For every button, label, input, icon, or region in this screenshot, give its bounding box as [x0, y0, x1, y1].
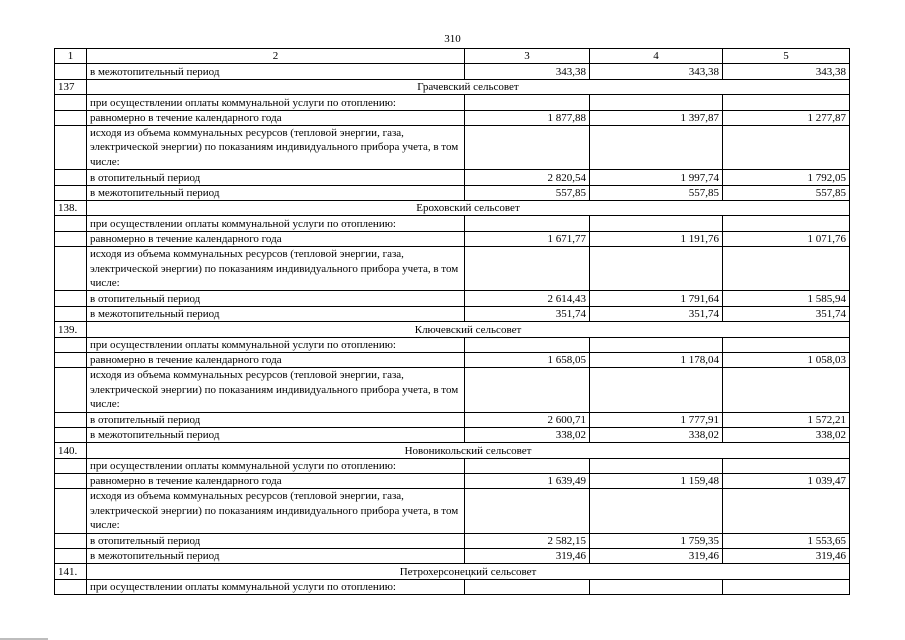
table-row — [55, 458, 850, 473]
table-row — [55, 427, 850, 442]
value-cell: 1 585,94 — [723, 291, 850, 306]
value-cell — [723, 368, 850, 412]
value-cell — [465, 368, 590, 412]
row-number-cell — [55, 125, 87, 169]
value-cell: 1 159,48 — [590, 474, 723, 489]
column-header: 3 — [465, 49, 590, 64]
row-label: при осуществлении оплаты коммунальной услуги по отоплению: — [87, 95, 465, 110]
row-number-cell — [55, 412, 87, 427]
value-cell — [590, 95, 723, 110]
value-cell: 2 820,54 — [465, 170, 590, 185]
row-label: исходя из объема коммунальных ресурсов (тепловой энергии, газа, электрической энергии) по показаниям индивидуального прибора учета, в том числе: — [87, 247, 465, 291]
section-name: Ероховский сельсовет — [87, 200, 850, 215]
row-label: исходя из объема коммунальных ресурсов (тепловой энергии, газа, электрической энергии) по показаниям индивидуального прибора учета, в том числе: — [87, 125, 465, 169]
section-name: Петрохерсонецкий сельсовет — [87, 564, 850, 579]
value-cell: 338,02 — [465, 427, 590, 442]
table-row — [55, 579, 850, 594]
value-cell — [590, 579, 723, 594]
table-row — [55, 549, 850, 564]
table-row — [55, 231, 850, 246]
value-cell: 319,46 — [723, 549, 850, 564]
column-header: 4 — [590, 49, 723, 64]
value-cell: 343,38 — [590, 64, 723, 79]
value-cell — [465, 216, 590, 231]
value-cell: 1 058,03 — [723, 352, 850, 367]
row-number-cell — [55, 216, 87, 231]
row-label: в межотопительный период — [87, 549, 465, 564]
value-cell: 2 582,15 — [465, 533, 590, 548]
table-row — [55, 125, 850, 169]
value-cell: 343,38 — [723, 64, 850, 79]
value-cell — [465, 579, 590, 594]
value-cell: 2 600,71 — [465, 412, 590, 427]
value-cell: 557,85 — [465, 185, 590, 200]
row-number-cell — [55, 64, 87, 79]
value-cell: 351,74 — [723, 306, 850, 321]
value-cell: 319,46 — [465, 549, 590, 564]
value-cell: 1 553,65 — [723, 533, 850, 548]
value-cell: 1 877,88 — [465, 110, 590, 125]
row-number-cell — [55, 95, 87, 110]
value-cell — [590, 337, 723, 352]
value-cell: 338,02 — [590, 427, 723, 442]
table-row — [55, 533, 850, 548]
value-cell — [590, 247, 723, 291]
value-cell: 319,46 — [590, 549, 723, 564]
value-cell: 1 792,05 — [723, 170, 850, 185]
value-cell: 1 759,35 — [590, 533, 723, 548]
table-row — [55, 352, 850, 367]
column-header-row — [55, 49, 850, 64]
value-cell: 1 777,91 — [590, 412, 723, 427]
value-cell: 1 277,87 — [723, 110, 850, 125]
value-cell: 1 791,64 — [590, 291, 723, 306]
row-number-cell — [55, 489, 87, 533]
section-number: 137 — [55, 79, 87, 94]
value-cell — [723, 95, 850, 110]
value-cell: 1 997,74 — [590, 170, 723, 185]
row-number-cell — [55, 185, 87, 200]
section-header-row — [55, 322, 850, 337]
row-number-cell — [55, 458, 87, 473]
row-number-cell — [55, 337, 87, 352]
row-number-cell — [55, 306, 87, 321]
value-cell — [590, 125, 723, 169]
row-number-cell — [55, 474, 87, 489]
value-cell: 338,02 — [723, 427, 850, 442]
table-row — [55, 306, 850, 321]
value-cell — [723, 337, 850, 352]
table-row — [55, 64, 850, 79]
row-label: в отопительный период — [87, 170, 465, 185]
row-label: при осуществлении оплаты коммунальной услуги по отоплению: — [87, 337, 465, 352]
value-cell — [590, 368, 723, 412]
section-number: 140. — [55, 443, 87, 458]
row-label: равномерно в течение календарного года — [87, 110, 465, 125]
value-cell — [590, 458, 723, 473]
section-header-row — [55, 443, 850, 458]
value-cell — [590, 489, 723, 533]
table-row — [55, 185, 850, 200]
value-cell — [465, 125, 590, 169]
value-cell: 1 397,87 — [590, 110, 723, 125]
row-number-cell — [55, 368, 87, 412]
row-label: в отопительный период — [87, 533, 465, 548]
row-label: в отопительный период — [87, 291, 465, 306]
value-cell — [723, 247, 850, 291]
row-label: исходя из объема коммунальных ресурсов (тепловой энергии, газа, электрической энергии) по показаниям индивидуального прибора учета, в том числе: — [87, 489, 465, 533]
value-cell — [465, 95, 590, 110]
value-cell — [723, 216, 850, 231]
row-label: равномерно в течение календарного года — [87, 231, 465, 246]
section-name: Новоникольский сельсовет — [87, 443, 850, 458]
row-label: равномерно в течение календарного года — [87, 474, 465, 489]
value-cell: 1 671,77 — [465, 231, 590, 246]
row-label: в межотопительный период — [87, 306, 465, 321]
value-cell — [465, 458, 590, 473]
row-label: при осуществлении оплаты коммунальной услуги по отоплению: — [87, 458, 465, 473]
tariff-table — [54, 48, 850, 595]
value-cell: 1 572,21 — [723, 412, 850, 427]
value-cell: 351,74 — [590, 306, 723, 321]
table-row — [55, 95, 850, 110]
section-number: 139. — [55, 322, 87, 337]
value-cell — [590, 216, 723, 231]
table-row — [55, 216, 850, 231]
section-header-row — [55, 200, 850, 215]
table-row — [55, 291, 850, 306]
row-label: в межотопительный период — [87, 185, 465, 200]
value-cell: 1 178,04 — [590, 352, 723, 367]
value-cell: 351,74 — [465, 306, 590, 321]
row-number-cell — [55, 291, 87, 306]
table-row — [55, 337, 850, 352]
row-number-cell — [55, 247, 87, 291]
section-number: 138. — [55, 200, 87, 215]
value-cell: 557,85 — [590, 185, 723, 200]
table-row — [55, 474, 850, 489]
table-row — [55, 368, 850, 412]
table-row — [55, 247, 850, 291]
value-cell — [723, 579, 850, 594]
table-row — [55, 489, 850, 533]
row-number-cell — [55, 427, 87, 442]
row-number-cell — [55, 352, 87, 367]
row-number-cell — [55, 549, 87, 564]
row-label: равномерно в течение календарного года — [87, 352, 465, 367]
row-label: в межотопительный период — [87, 427, 465, 442]
section-header-row — [55, 79, 850, 94]
value-cell: 1 191,76 — [590, 231, 723, 246]
section-name: Грачевский сельсовет — [87, 79, 850, 94]
value-cell: 1 639,49 — [465, 474, 590, 489]
value-cell — [465, 337, 590, 352]
column-header: 1 — [55, 49, 87, 64]
value-cell — [465, 247, 590, 291]
table-row — [55, 412, 850, 427]
row-label: при осуществлении оплаты коммунальной услуги по отоплению: — [87, 216, 465, 231]
row-label: в отопительный период — [87, 412, 465, 427]
value-cell — [723, 125, 850, 169]
value-cell: 1 658,05 — [465, 352, 590, 367]
page-number: 310 — [444, 33, 461, 45]
row-label: в межотопительный период — [87, 64, 465, 79]
column-header: 2 — [87, 49, 465, 64]
row-number-cell — [55, 533, 87, 548]
value-cell: 1 039,47 — [723, 474, 850, 489]
table-row — [55, 110, 850, 125]
row-number-cell — [55, 579, 87, 594]
value-cell: 343,38 — [465, 64, 590, 79]
value-cell — [723, 458, 850, 473]
value-cell: 2 614,43 — [465, 291, 590, 306]
row-number-cell — [55, 231, 87, 246]
row-label: исходя из объема коммунальных ресурсов (тепловой энергии, газа, электрической энергии) по показаниям индивидуального прибора учета, в том числе: — [87, 368, 465, 412]
row-number-cell — [55, 170, 87, 185]
section-number: 141. — [55, 564, 87, 579]
row-label: при осуществлении оплаты коммунальной услуги по отоплению: — [87, 579, 465, 594]
column-header: 5 — [723, 49, 850, 64]
section-header-row — [55, 564, 850, 579]
section-name: Ключевский сельсовет — [87, 322, 850, 337]
value-cell: 1 071,76 — [723, 231, 850, 246]
row-number-cell — [55, 110, 87, 125]
value-cell — [465, 489, 590, 533]
value-cell — [723, 489, 850, 533]
value-cell: 557,85 — [723, 185, 850, 200]
table-row — [55, 170, 850, 185]
